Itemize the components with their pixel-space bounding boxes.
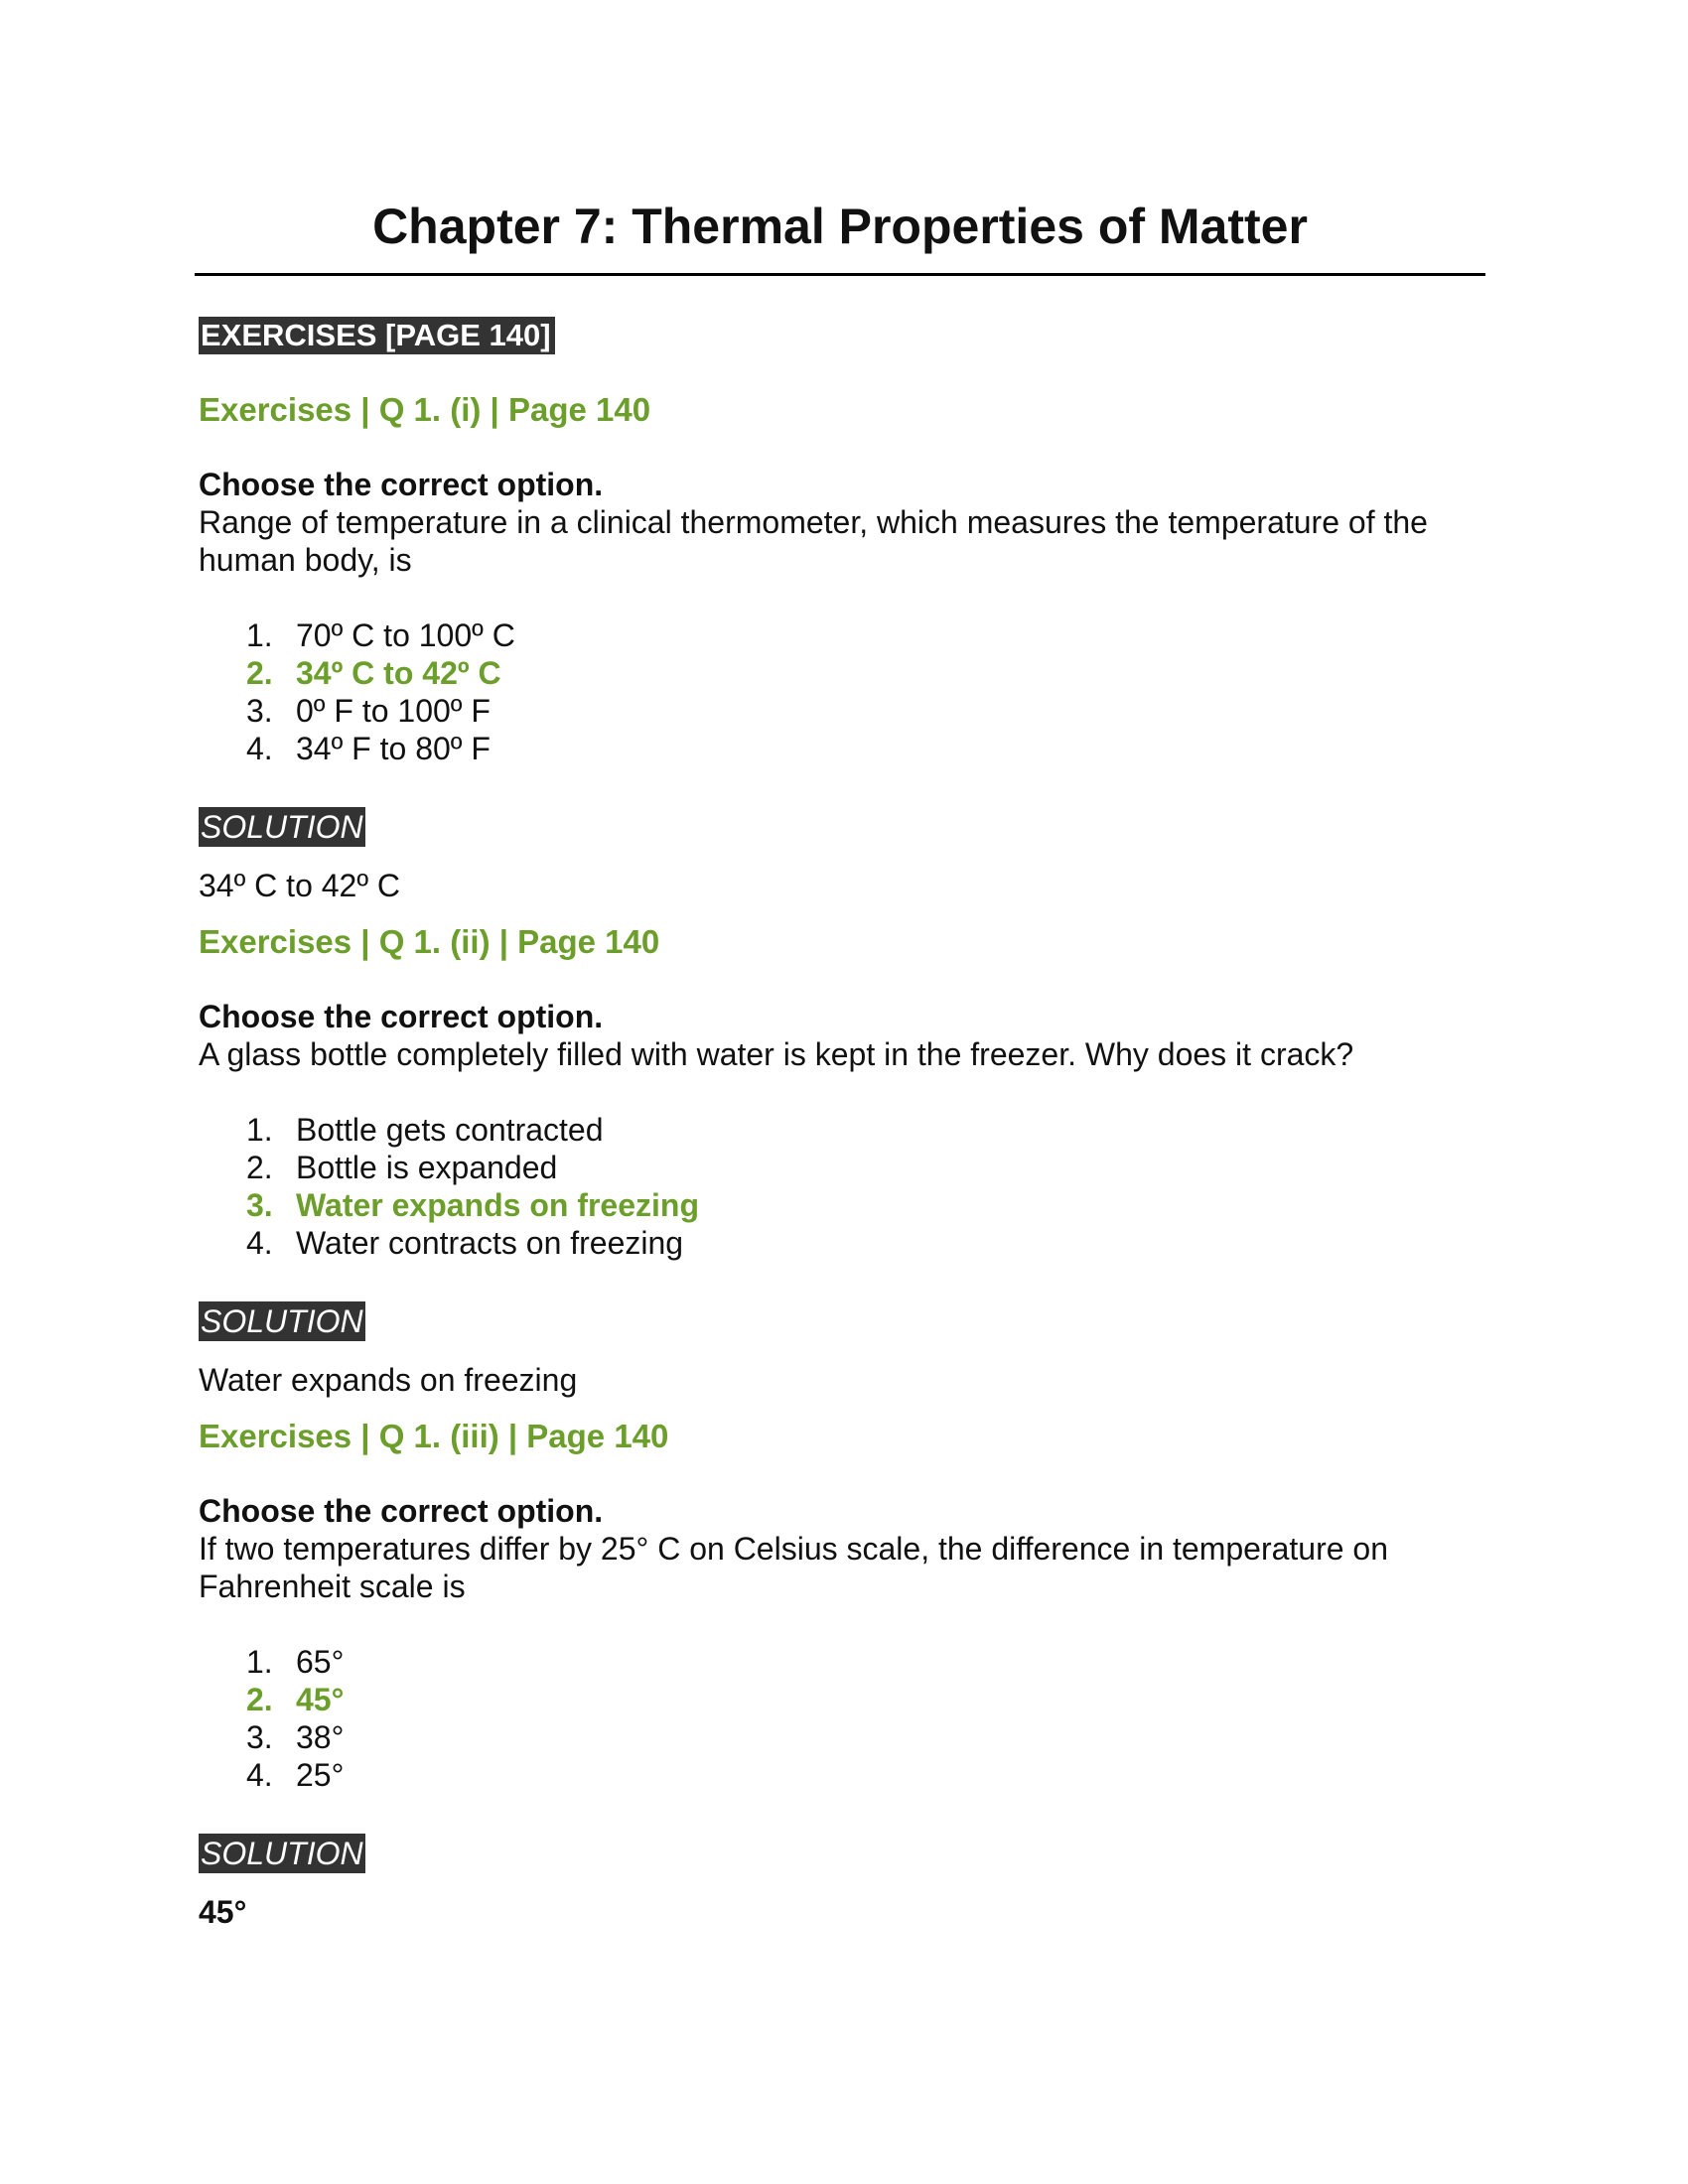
option-number: 4. <box>246 731 273 766</box>
option-text: 25° <box>296 1757 345 1793</box>
option-text: Bottle is expanded <box>296 1150 558 1185</box>
option-item-correct <box>246 1186 1489 1224</box>
document-body <box>199 316 1489 1949</box>
option-text: Bottle gets contracted <box>296 1112 604 1148</box>
options-list <box>199 616 1489 767</box>
option-text: 34º C to 42º C <box>296 655 501 691</box>
question-text: A glass bottle completely filled with water is kept in the freezer. Why does it crack? <box>199 1036 1354 1072</box>
solution-answer: Water expands on freezing <box>199 1362 578 1398</box>
option-number: 1. <box>246 617 273 653</box>
question-heading[interactable]: Exercises | Q 1. (ii) | Page 140 <box>199 923 660 960</box>
option-text: 65° <box>296 1644 345 1680</box>
question-block-1 <box>199 390 1489 904</box>
option-number: 2. <box>246 1682 273 1717</box>
option-text: 45° <box>296 1682 345 1717</box>
option-number: 2. <box>246 655 273 691</box>
page-title: Chapter 7: Thermal Properties of Matter <box>372 199 1308 254</box>
solution-label: SOLUTION <box>201 1303 363 1339</box>
option-text: Water expands on freezing <box>296 1187 699 1223</box>
question-text: If two temperatures differ by 25° C on Celsius scale, the difference in temperature on Fahrenheit scale is <box>199 1531 1389 1604</box>
question-block-3 <box>199 1417 1489 1931</box>
options-list <box>199 1643 1489 1794</box>
option-item-correct <box>246 654 1489 692</box>
option-item <box>246 730 1489 767</box>
question-block-2 <box>199 922 1489 1399</box>
options-list <box>199 1111 1489 1262</box>
option-item <box>246 1111 1489 1149</box>
option-number: 3. <box>246 693 273 729</box>
option-number: 4. <box>246 1757 273 1793</box>
option-text: Water contracts on freezing <box>296 1225 684 1261</box>
option-number: 1. <box>246 1112 273 1148</box>
option-item <box>246 1149 1489 1186</box>
option-number: 1. <box>246 1644 273 1680</box>
question-heading[interactable]: Exercises | Q 1. (iii) | Page 140 <box>199 1418 669 1454</box>
option-item <box>246 1643 1489 1681</box>
option-text: 38° <box>296 1719 345 1755</box>
option-item <box>246 692 1489 730</box>
question-prompt: Choose the correct option. <box>199 467 604 502</box>
solution-answer: 34º C to 42º C <box>199 868 401 903</box>
solution-label: SOLUTION <box>201 1836 363 1871</box>
option-item <box>246 1756 1489 1794</box>
option-item <box>246 616 1489 654</box>
question-prompt: Choose the correct option. <box>199 999 604 1034</box>
option-number: 4. <box>246 1225 273 1261</box>
option-number: 3. <box>246 1719 273 1755</box>
title-divider <box>195 273 1485 276</box>
option-text: 70º C to 100º C <box>296 617 515 653</box>
option-text: 34º F to 80º F <box>296 731 491 766</box>
option-number: 2. <box>246 1150 273 1185</box>
exercises-banner: EXERCISES [PAGE 140] <box>199 317 555 354</box>
solution-answer: 45° <box>199 1894 247 1930</box>
option-text: 0º F to 100º F <box>296 693 491 729</box>
question-heading[interactable]: Exercises | Q 1. (i) | Page 140 <box>199 391 651 428</box>
option-number: 3. <box>246 1187 273 1223</box>
option-item-correct <box>246 1681 1489 1718</box>
question-prompt: Choose the correct option. <box>199 1493 604 1529</box>
solution-label: SOLUTION <box>201 809 363 845</box>
question-text: Range of temperature in a clinical thermometer, which measures the temperature of the human body, is <box>199 504 1428 578</box>
option-item <box>246 1224 1489 1262</box>
option-item <box>246 1718 1489 1756</box>
